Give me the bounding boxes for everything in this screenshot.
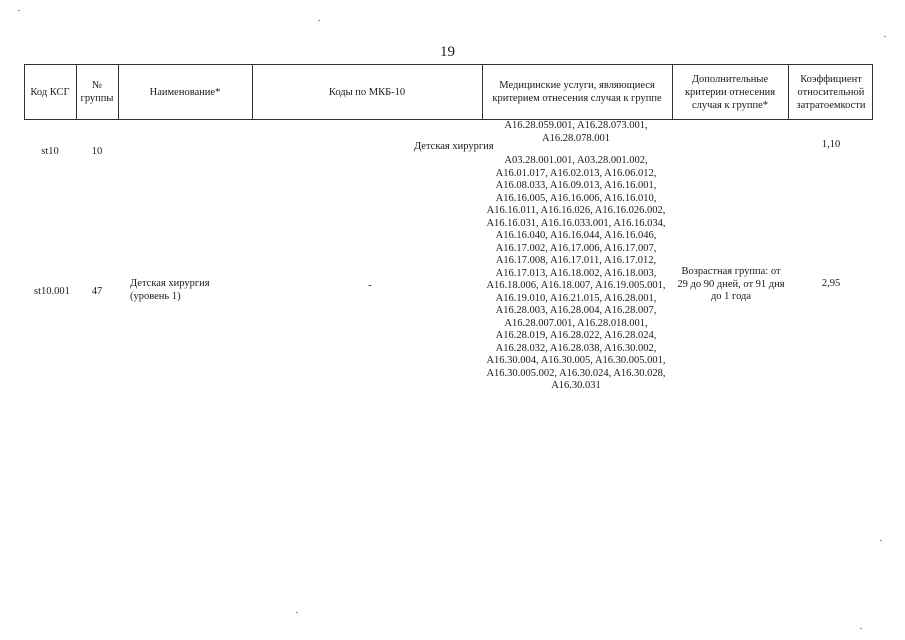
header-bottom-border xyxy=(24,119,873,120)
row-name: Детская хирургия (уровень 1) xyxy=(130,278,210,302)
section-coefficient: 1,10 xyxy=(821,139,841,150)
scan-speck xyxy=(860,628,862,629)
header-ksg-code: Код КСГ xyxy=(30,86,70,98)
header-medical-services: Медицинские услуги, являющиеся критерием отнесения случая к группе xyxy=(492,80,662,104)
scan-speck xyxy=(18,10,20,11)
section-ksg-code: st10 xyxy=(41,146,59,157)
section-group-number: 10 xyxy=(91,146,103,157)
scan-speck xyxy=(296,612,298,613)
header-group-number: № группы xyxy=(80,80,114,104)
header-mkb-codes: Коды по МКБ-10 xyxy=(328,86,406,98)
scan-speck xyxy=(884,36,886,37)
col-divider xyxy=(672,64,673,120)
continued-service-codes: A16.28.059.001, A16.28.073.001, A16.28.078.001 xyxy=(504,120,648,144)
row-extra-criteria: Возрастная группа: от 29 до 90 дней, от 91 дня до 1 года xyxy=(677,266,785,302)
row-ksg-code: st10.001 xyxy=(34,286,70,297)
row-group-number: 47 xyxy=(91,286,103,297)
header-coefficient: Коэффициент относительной затратоемкости xyxy=(796,73,866,111)
scan-speck xyxy=(880,540,882,541)
col-divider xyxy=(872,64,873,120)
col-divider xyxy=(482,64,483,120)
header-extra-criteria: Дополнительные критерии отнесения случая к группе* xyxy=(684,73,776,111)
row-medical-services: A03.28.001.001, A03.28.001.002, A16.01.017, A16.02.013, A16.06.012, A16.08.033, A16.09.013, A16.16.001, A16.16.005, A16.16.006, A16.16.010, A16.16.011, A16.16.026, A16.16.026.002, A16.16.031, A16.16.033.001, A16.16.034, A16.16.040, A16.16.044, A16.16.046, A16.17.002, A16.17.006, A16.17.007, A16.17.008, A16.17.011, A16.17.012, A16.17.013, A16.18.002, A16.18.003, A16.18.006, A16.18.007, A16.19.005.001, A16.19.010, A16.21.015, A16.28.001, A16.28.003, A16.28.004, A16.28.007, A16.28.007.001, A16.28.018.001, A16.28.019, A16.28.022, A16.28.024, A16.28.032, A16.28.038, A16.30.002, A16.30.004, A16.30.005, A16.30.005.001, A16.30.005.002, A16.30.024, A16.30.028, A16.30.031 xyxy=(486,155,666,391)
col-divider xyxy=(788,64,789,120)
page-number: 19 xyxy=(440,44,455,60)
section-title: Детская хирургия xyxy=(414,141,494,152)
scan-speck xyxy=(318,20,320,21)
col-divider xyxy=(24,64,25,120)
row-mkb-codes: - xyxy=(368,280,372,291)
header-name: Наименование* xyxy=(149,86,221,98)
row-coefficient: 2,95 xyxy=(821,278,841,289)
